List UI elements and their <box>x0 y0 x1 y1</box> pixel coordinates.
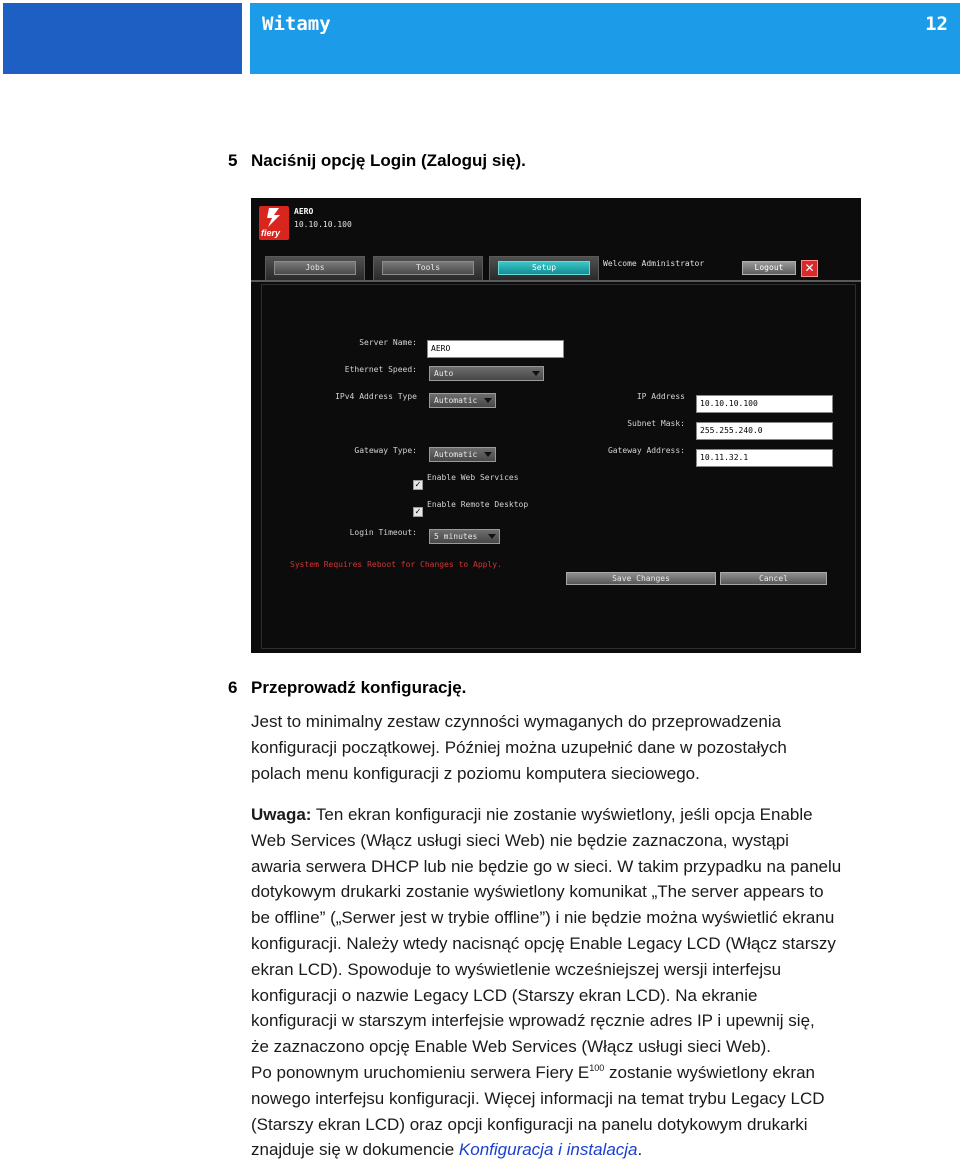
gateway-type-label: Gateway Type: <box>354 446 417 455</box>
ipv4-type-select[interactable] <box>429 393 496 408</box>
text-line: dotykowym drukarki zostanie wyświetlony komunikat „The server appears to <box>251 882 824 902</box>
tab-tools-label: Tools <box>382 261 474 275</box>
text-line: polach menu konfiguracji z poziomu komputera sieciowego. <box>251 763 700 783</box>
logout-button[interactable]: Logout <box>742 261 796 275</box>
server-ip-display: 10.10.10.100 <box>294 220 352 229</box>
fiery-model-superscript: 100 <box>589 1062 605 1073</box>
ipv4-type-value: Automatic <box>434 396 478 405</box>
text-line <box>251 1137 951 1163</box>
text-line: że zaznaczono opcję Enable Web Services (Włącz usługi sieci Web). <box>251 1037 771 1057</box>
enable-remote-desktop-checkbox[interactable]: ✓ <box>414 507 422 516</box>
text-line: konfiguracji w starszym interfejsie wprowadź ręcznie adres IP i upewnij się, <box>251 1011 815 1031</box>
fiery-line-end: zostanie wyświetlony ekran <box>604 1062 816 1082</box>
fiery-logo <box>259 206 289 240</box>
server-name-label: Server Name: <box>359 338 417 347</box>
chevron-down-icon <box>532 371 540 376</box>
server-name-input[interactable]: AERO <box>427 340 564 358</box>
step-number: 5 <box>228 151 238 170</box>
enable-web-services-checkbox[interactable]: ✓ <box>414 480 422 489</box>
header-bar-left <box>3 3 242 74</box>
text-line: nowego interfejsu konfiguracji. Więcej informacji na temat trybu Legacy LCD <box>251 1088 825 1108</box>
subnet-mask-input[interactable]: 255.255.240.0 <box>696 422 833 440</box>
step-title: Przeprowadź konfigurację. <box>251 678 467 697</box>
header-bar <box>250 3 960 74</box>
ethernet-speed-select[interactable] <box>429 366 544 381</box>
text-line: (Starszy ekran LCD) oraz opcji konfiguracji na panelu dotykowym drukarki <box>251 1114 808 1134</box>
note-paragraph <box>251 802 951 1163</box>
text-line: Jest to minimalny zestaw czynności wymaganych do przeprowadzenia <box>251 712 782 731</box>
gateway-type-select[interactable] <box>429 447 496 462</box>
chevron-down-icon <box>488 534 496 539</box>
ethernet-speed-value: Auto <box>434 369 454 378</box>
text-line: konfiguracji o nazwie Legacy LCD (Starszy ekran LCD). Na ekranie <box>251 985 758 1005</box>
text-line: be offline” („Serwer jest w trybie offline”) i nie będzie można wyświetlić ekranu <box>251 908 835 928</box>
document-link[interactable]: Konfiguracja i instalacja <box>458 1140 638 1160</box>
tab-jobs-label: Jobs <box>274 261 356 275</box>
login-timeout-label: Login Timeout: <box>349 528 417 537</box>
step-number: 6 <box>228 678 238 697</box>
welcome-text: Welcome Administrator <box>603 259 705 268</box>
text-line <box>251 1060 951 1086</box>
page-number: 12 <box>925 13 948 35</box>
step-title: Naciśnij opcję Login (Zaloguj się). <box>251 151 526 170</box>
last-line-end: . <box>637 1140 643 1160</box>
tab-divider <box>251 280 861 282</box>
subnet-mask-label: Subnet Mask: <box>627 419 685 428</box>
reboot-warning: System Requires Reboot for Changes to Apply. <box>290 560 502 569</box>
login-timeout-select[interactable] <box>429 529 500 544</box>
chevron-down-icon <box>484 398 492 403</box>
ip-address-input[interactable]: 10.10.10.100 <box>696 395 833 413</box>
tab-tools[interactable] <box>373 256 483 280</box>
ipv4-type-label: IPv4 Address Type <box>335 392 417 401</box>
tab-setup[interactable] <box>489 256 599 280</box>
intro-paragraph <box>251 709 951 786</box>
login-timeout-value: 5 minutes <box>434 532 478 541</box>
text-line <box>251 802 951 828</box>
enable-remote-desktop-label: Enable Remote Desktop <box>427 500 529 509</box>
note-text: Ten ekran konfiguracji nie zostanie wyświetlony, jeśli opcja Enable <box>311 805 813 824</box>
ethernet-speed-label: Ethernet Speed: <box>344 365 417 374</box>
cancel-button[interactable]: Cancel <box>720 572 827 585</box>
gateway-address-label: Gateway Address: <box>607 446 685 455</box>
text-line: Web Services (Włącz usługi sieci Web) nie będzie zaznaczona, wystąpi <box>251 830 789 850</box>
fiery-setup-screenshot <box>251 198 861 653</box>
chevron-down-icon <box>484 452 492 457</box>
ip-address-label: IP Address <box>636 392 685 401</box>
close-icon[interactable]: ✕ <box>801 260 818 277</box>
save-changes-button[interactable]: Save Changes <box>566 572 716 585</box>
fiery-logo-text: fiery <box>261 228 281 238</box>
tab-jobs[interactable] <box>265 256 365 280</box>
text-line: awaria serwera DHCP lub nie będzie go w sieci. W takim przypadku na panelu <box>251 856 842 876</box>
text-line: ekran LCD). Spowoduje to wyświetlenie wcześniejszej wersji interfejsu <box>251 959 782 979</box>
gateway-address-input[interactable]: 10.11.32.1 <box>696 449 833 467</box>
fiery-line-start: Po ponownym uruchomieniu serwera Fiery E <box>251 1062 590 1082</box>
page-title: Witamy <box>262 13 331 35</box>
gateway-type-value: Automatic <box>434 450 478 459</box>
note-label: Uwaga: <box>251 805 312 824</box>
enable-web-services-label: Enable Web Services <box>427 473 519 482</box>
text-line: konfiguracji. Należy wtedy nacisnąć opcję Enable Legacy LCD (Włącz starszy <box>251 933 836 953</box>
last-line-start: znajduje się w dokumencie <box>251 1140 459 1160</box>
tab-setup-label: Setup <box>498 261 590 275</box>
text-line: konfiguracji początkowej. Później można uzupełnić dane w pozostałych <box>251 737 787 757</box>
server-name-display: AERO <box>294 207 314 216</box>
